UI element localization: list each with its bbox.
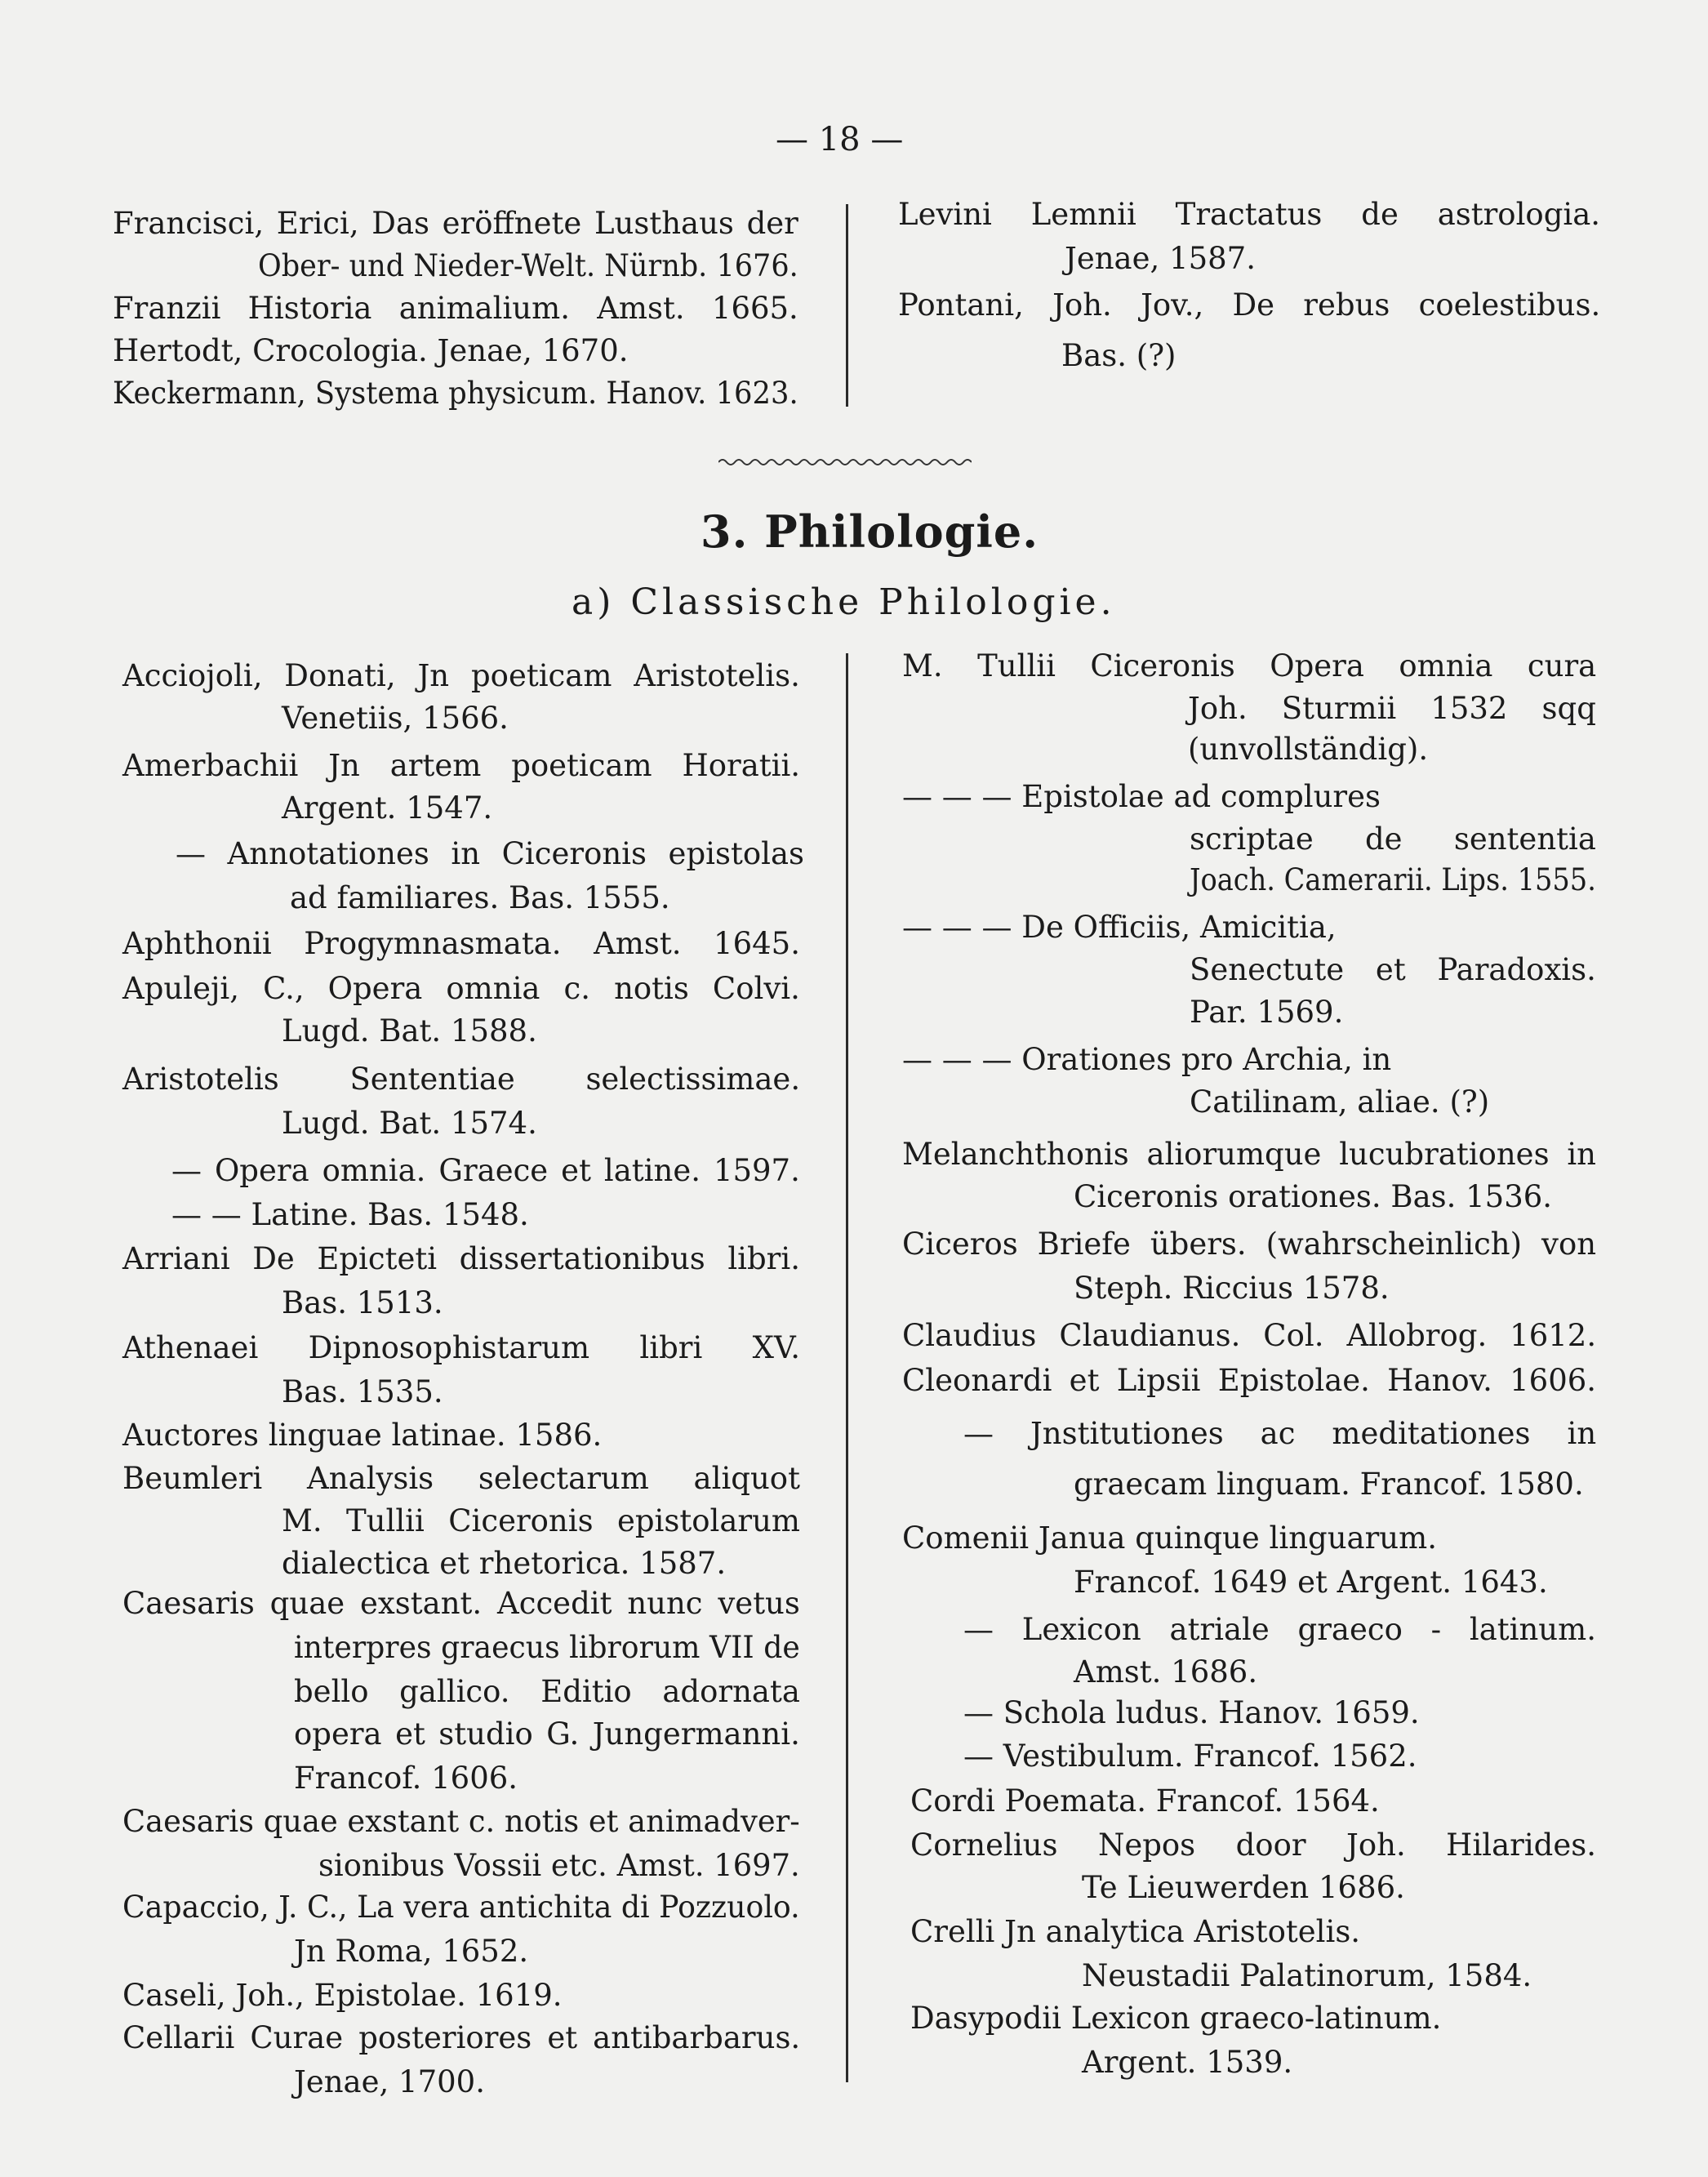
entry-line: interpres graecus librorum VII de [294,1630,800,1665]
entry-line: — Opera omnia. Graece et latine. 1597. [171,1153,800,1188]
entry-line: Bas. 1535. [282,1374,443,1409]
entry-line: M. Tullii Ciceronis Opera omnia cura [902,648,1597,683]
entry-line: Senectute et Paradoxis. [1190,952,1596,987]
entry-line: Caseli, Joh., Epistolae. 1619. [122,1978,563,2013]
entry-line: — — — De Officiis, Amicitia, [902,910,1337,945]
entry-line: Capaccio, J. C., La vera antichita di Pozzuolo. [122,1890,800,1925]
entry-line: Cornelius Nepos door Joh. Hilarides. [910,1828,1597,1863]
entry-line: Caesaris quae exstant c. notis et animadver- [122,1804,800,1839]
entry-line: Neustadii Palatinorum, 1584. [1082,1958,1532,1993]
entry-line: Ober- und Nieder-Welt. Nürnb. 1676. [258,248,798,283]
section-title: 3. Philologie. [701,505,1039,558]
entry-line: Claudius Claudianus. Col. Allobrog. 1612. [902,1318,1597,1353]
entry-line: Cordi Poemata. Francof. 1564. [910,1783,1380,1819]
entry-line: Ciceronis orationes. Bas. 1536. [1074,1179,1553,1214]
entry-line: Acciojoli, Donati, Jn poeticam Aristotelis. [122,658,800,693]
entry-line: Bas. 1513. [282,1285,443,1320]
entry-line: ad familiares. Bas. 1555. [290,880,670,915]
entry-line: scriptae de sententia [1190,821,1596,857]
entry-line: — Jnstitutiones ac meditationes in [963,1416,1597,1451]
entry-line: — Schola ludus. Hanov. 1659. [963,1695,1420,1730]
entry-line: Hertodt, Crocologia. Jenae, 1670. [113,333,629,368]
entry-line: — Annotationes in Ciceronis epistolas [176,836,804,871]
entry-line: Levini Lemnii Tractatus de astrologia. [898,197,1601,232]
entry-line: Argent. 1547. [282,790,493,826]
entry-line: bello gallico. Editio adornata [294,1674,800,1709]
entry-line: Par. 1569. [1190,995,1344,1030]
entry-line: opera et studio G. Jungermanni. [294,1716,800,1752]
entry-line: Crelli Jn analytica Aristotelis. [910,1914,1361,1949]
entry-line: sionibus Vossii etc. Amst. 1697. [318,1848,800,1883]
entry-line: Lugd. Bat. 1574. [282,1106,537,1141]
entry-line: graecam linguam. Francof. 1580. [1074,1467,1584,1502]
entry-line: Cellarii Curae posteriores et antibarbarus. [122,2020,801,2055]
entry-line: Athenaei Dipnosophistarum libri XV. [122,1330,801,1365]
entry-line: dialectica et rhetorica. 1587. [282,1546,727,1581]
entry-line: Melanchthonis aliorumque lucubrationes in [902,1137,1596,1172]
column-divider-main [846,653,848,2082]
entry-line: Catilinam, aliae. (?) [1190,1084,1490,1120]
entry-line: Aristotelis Sententiae selectissimae. [122,1062,801,1097]
subsection-title: a) Classische Philologie. [572,581,1116,623]
ornamental-rule [718,456,972,469]
entry-line: Ciceros Briefe übers. (wahrscheinlich) von [902,1227,1597,1262]
entry-line: Steph. Riccius 1578. [1074,1271,1390,1306]
entry-line: Amerbachii Jn artem poeticam Horatii. [122,748,801,783]
entry-line: Auctores linguae latinae. 1586. [122,1418,603,1453]
entry-line: Caesaris quae exstant. Accedit nunc vetus [122,1586,800,1621]
page-number: — 18 — [776,121,904,158]
entry-line: M. Tullii Ciceronis epistolarum [282,1503,800,1538]
entry-line: Apuleji, C., Opera omnia c. notis Colvi. [122,971,800,1006]
entry-line: Joach. Camerarii. Lips. 1555. [1190,862,1596,897]
entry-line: Francof. 1606. [294,1761,518,1796]
entry-line: Arriani De Epicteti dissertationibus libri. [122,1241,800,1276]
entry-line: — — Latine. Bas. 1548. [171,1197,529,1232]
entry-line: Jenae, 1587. [1065,241,1256,276]
entry-line: Jenae, 1700. [294,2064,485,2099]
column-divider-top [846,204,848,407]
entry-line: — — — Orationes pro Archia, in [902,1042,1392,1077]
entry-line: Comenii Janua quinque linguarum. [902,1520,1437,1556]
entry-line: Amst. 1686. [1074,1654,1258,1690]
entry-line: Cleonardi et Lipsii Epistolae. Hanov. 1606. [902,1363,1597,1398]
entry-line: Lugd. Bat. 1588. [282,1013,537,1048]
entry-line: Francof. 1649 et Argent. 1643. [1074,1565,1548,1600]
entry-line: Beumleri Analysis selectarum aliquot [122,1461,800,1496]
entry-line: Dasypodii Lexicon graeco-latinum. [910,2001,1442,2036]
entry-line: Aphthonii Progymnasmata. Amst. 1645. [122,926,800,961]
entry-line: Bas. (?) [1061,338,1176,373]
entry-line: Joh. Sturmii 1532 sqq [1188,691,1596,726]
entry-line: Jn Roma, 1652. [294,1934,529,1969]
entry-line: (unvollständig). [1188,732,1429,767]
entry-line: — Lexicon atriale graeco - latinum. [963,1612,1596,1647]
entry-line: Argent. 1539. [1082,2045,1293,2080]
entry-line: Keckermann, Systema physicum. Hanov. 1623. [113,376,798,411]
entry-line: Francisci, Erici, Das eröffnete Lusthaus der [113,206,798,241]
entry-line: — — — Epistolae ad complures [902,779,1381,814]
entry-line: — Vestibulum. Francof. 1562. [963,1738,1417,1774]
entry-line: Venetiis, 1566. [282,701,509,736]
entry-line: Pontani, Joh. Jov., De rebus coelestibus. [898,287,1601,323]
entry-line: Franzii Historia animalium. Amst. 1665. [113,291,798,326]
entry-line: Te Lieuwerden 1686. [1082,1870,1405,1905]
